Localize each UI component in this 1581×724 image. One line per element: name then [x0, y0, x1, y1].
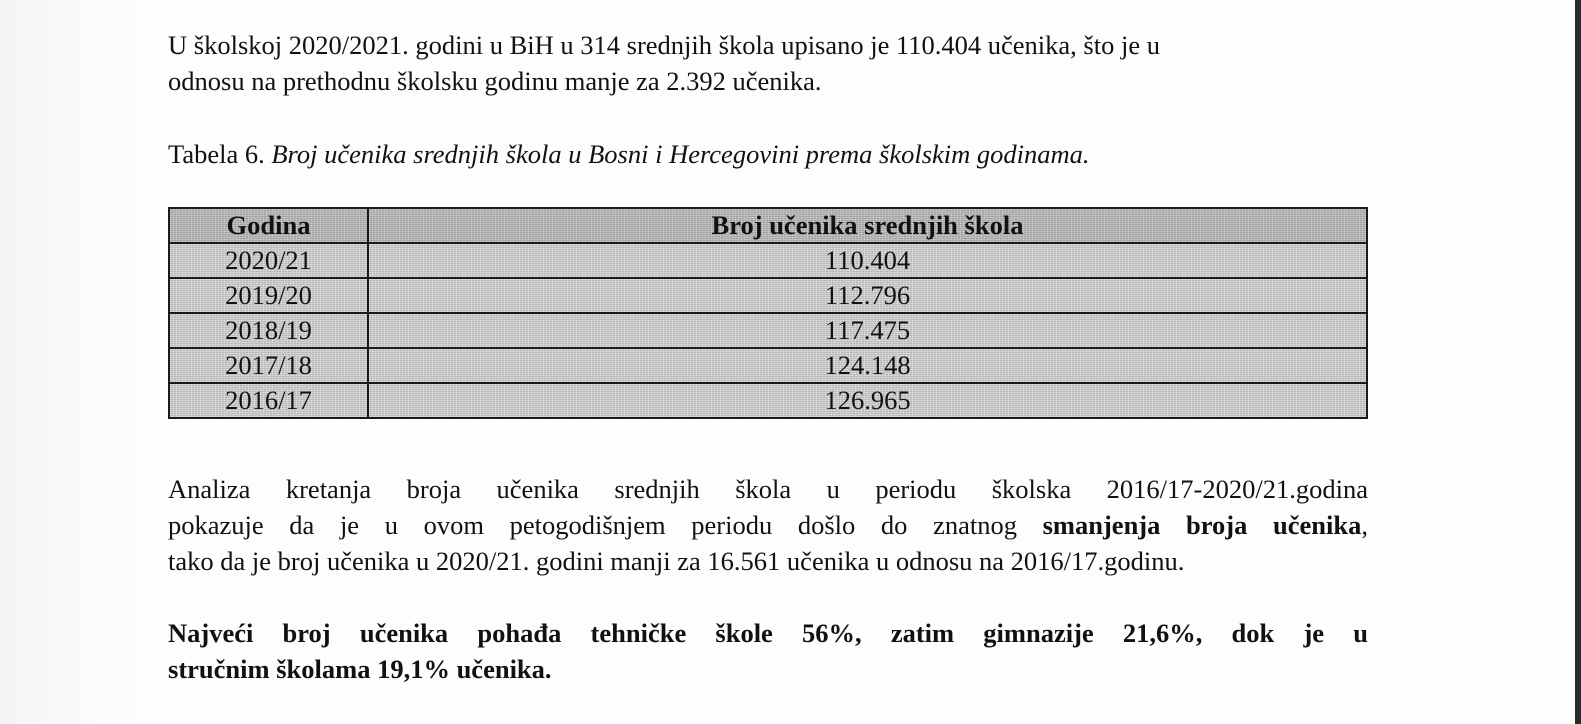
- header-year: Godina: [169, 208, 368, 243]
- year-cell: 2018/19: [169, 313, 368, 348]
- table-row: [169, 243, 1367, 278]
- year-cell: 2020/21: [169, 243, 368, 278]
- table-row: [169, 313, 1367, 348]
- caption-title: Broj učenika srednjih škola u Bosni i Hercegovini prema školskim godinama.: [271, 139, 1090, 169]
- header-student-count: Broj učenika srednjih škola: [368, 208, 1367, 243]
- count-cell: 117.475: [368, 313, 1367, 348]
- conclusion-line-2: stručnim školama 19,1% učenika.: [168, 654, 552, 684]
- analysis-line-2: [168, 507, 1368, 543]
- intro-line-2: odnosu na prethodnu školsku godinu manje za 2.392 učenika.: [168, 66, 822, 96]
- analysis-line-2-text: pokazuje da je u ovom petogodišnjem periodu došlo do znatnog: [168, 510, 1017, 540]
- analysis-paragraph: [168, 471, 1368, 579]
- analysis-line-2-comma: ,: [1361, 510, 1368, 540]
- scan-margin-shadow: [0, 0, 150, 724]
- table-header-row: [169, 208, 1367, 243]
- table-row: [169, 278, 1367, 313]
- caption-label: Tabela 6.: [168, 139, 265, 169]
- table-row: [169, 348, 1367, 383]
- analysis-emphasis: smanjenja broja učenika: [1042, 510, 1362, 540]
- conclusion-paragraph: [168, 615, 1368, 687]
- analysis-line-3: tako da je broj učenika u 2020/21. godini manji za 16.561 učenika u odnosu na 2016/17.godinu.: [168, 546, 1185, 576]
- count-cell: 126.965: [368, 383, 1367, 418]
- students-table-wrapper: [168, 207, 1368, 419]
- year-cell: 2019/20: [169, 278, 368, 313]
- year-cell: 2017/18: [169, 348, 368, 383]
- table-caption: [168, 136, 1090, 172]
- year-cell: 2016/17: [169, 383, 368, 418]
- count-cell: 110.404: [368, 243, 1367, 278]
- analysis-line-1: Analiza kretanja broja učenika srednjih škola u periodu školska 2016/17-2020/21.godina: [168, 474, 1368, 504]
- table-row: [169, 383, 1367, 418]
- scan-right-edge: [1575, 0, 1581, 724]
- students-table: [168, 207, 1368, 419]
- count-cell: 124.148: [368, 348, 1367, 383]
- conclusion-line-1: Najveći broj učenika pohađa tehničke škole 56%, zatim gimnazije 21,6%, dok je u: [168, 618, 1368, 648]
- intro-paragraph: [168, 27, 1368, 99]
- intro-line-1: U školskoj 2020/2021. godini u BiH u 314 srednjih škola upisano je 110.404 učenika, što je u: [168, 30, 1160, 60]
- count-cell: 112.796: [368, 278, 1367, 313]
